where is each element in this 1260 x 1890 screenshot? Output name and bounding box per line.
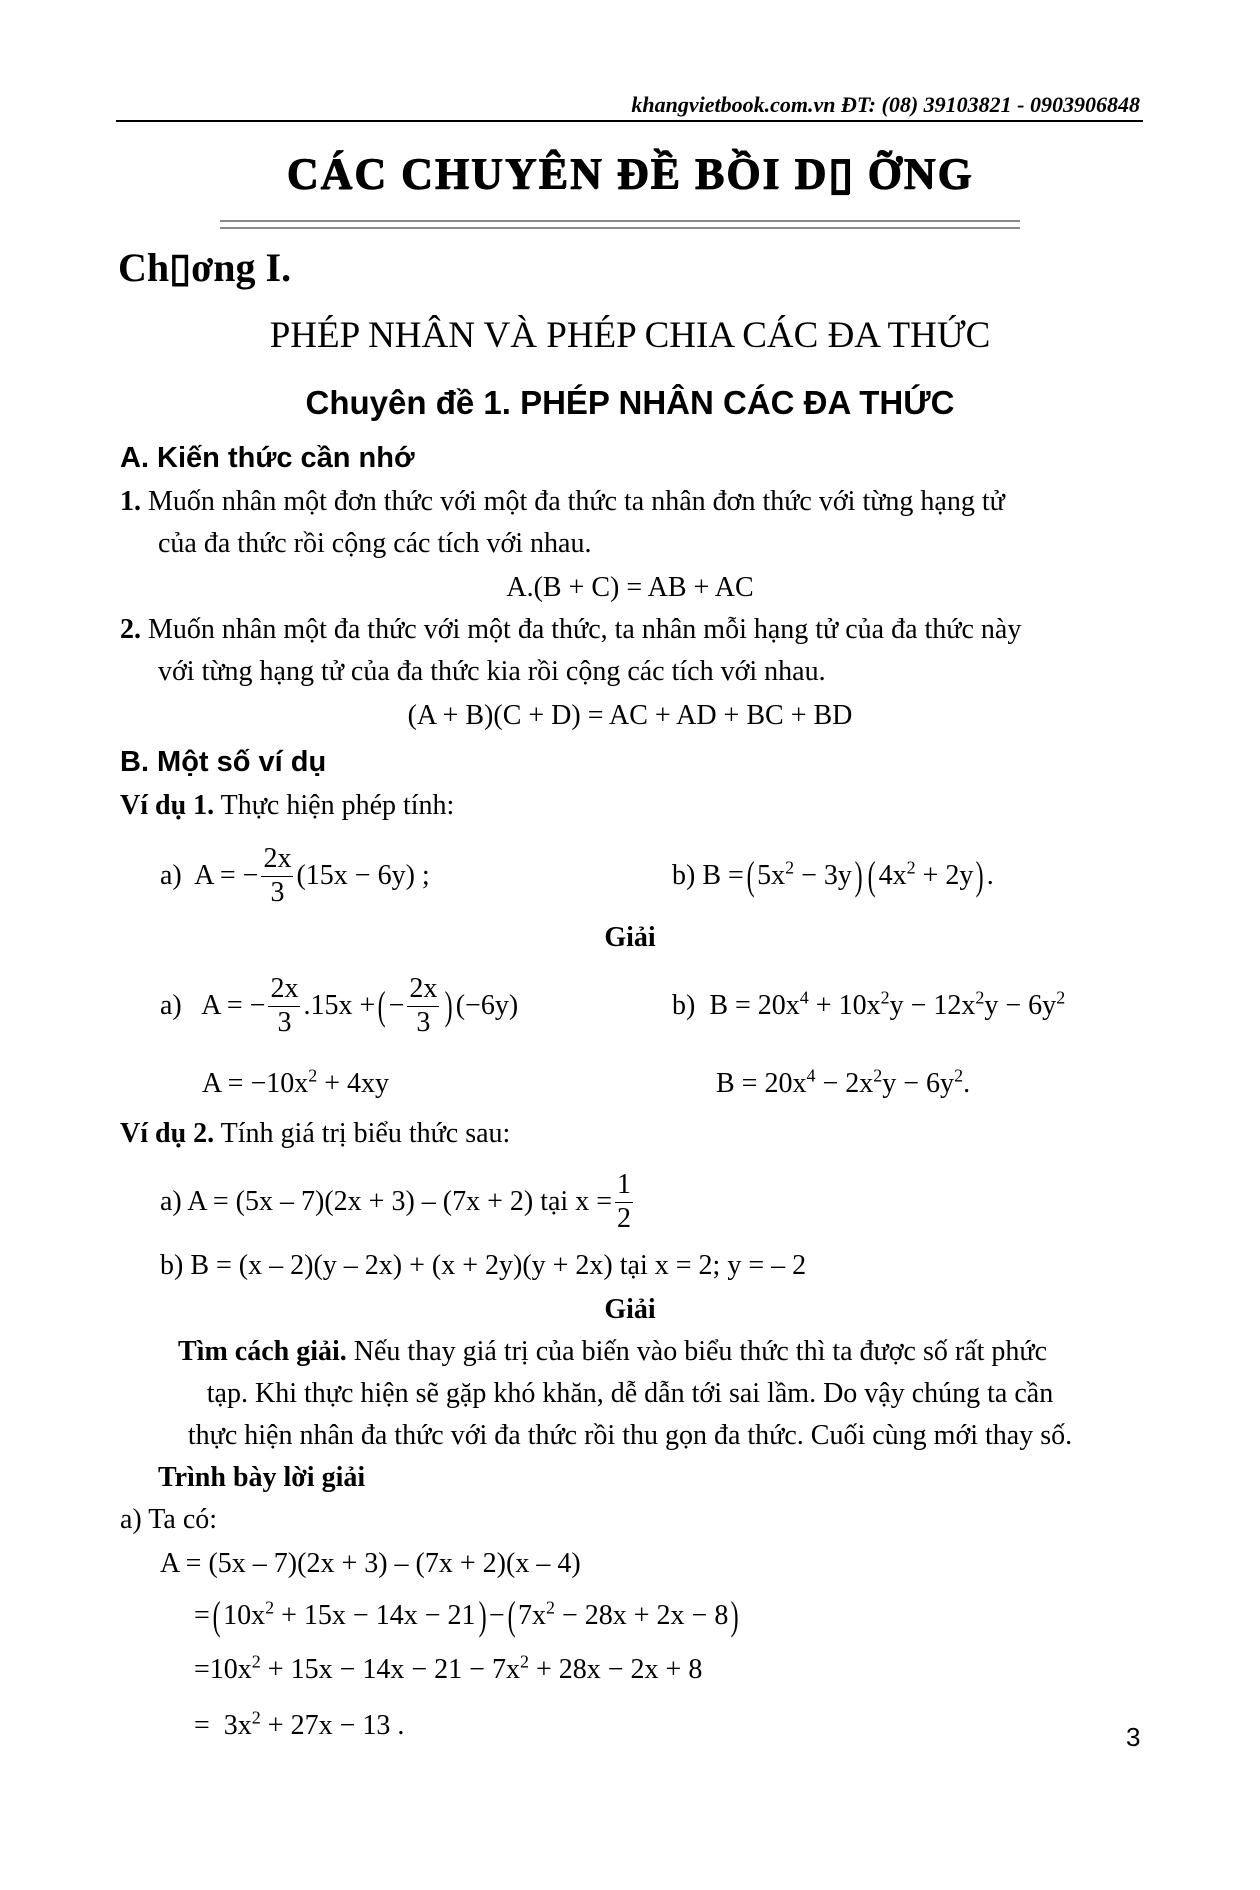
- rule-2-line1: Muốn nhân một đa thức với một đa thức, ta nhân mỗi hạng tử của đa thức này: [148, 614, 1022, 645]
- chapter-heading: Ch▯ơng I.: [118, 245, 292, 290]
- book-title: CÁC CHUYÊN ĐỀ BỒI D▯ ỠNG: [286, 149, 974, 198]
- hint-line-2: tạp. Khi thực hiện sẽ gặp khó khăn, dễ dẫn tới sai lầm. Do vậy chúng ta cần: [206, 1378, 1054, 1409]
- chapter-title: PHÉP NHÂN VÀ PHÉP CHIA CÁC ĐA THỨC: [269, 315, 991, 356]
- page-header: khangvietbook.com.vn ĐT: (08) 39103821 - 0903906848: [631, 92, 1140, 117]
- hint-text-1: Nếu thay giá trị của biến vào biểu thức thì ta được số rất phức: [353, 1336, 1047, 1367]
- presentation-label: Trình bày lời giải: [158, 1462, 366, 1493]
- solution-a-step-1: A = (5x – 7)(2x + 3) – (7x + 2)(x – 4): [160, 1548, 581, 1579]
- example-1-problem-b: b) B = ( $5x^2 - 3y$ ) ( $4x^2 + 2y$ ) .: [672, 853, 994, 898]
- example-1-result-a: $A = -10x^2 + 4xy$: [202, 1065, 390, 1099]
- example-1-solution-b: b) $B = 20x^4 + 10x^2y - 12x^2y - 6y^2$: [672, 987, 1066, 1021]
- example-1-solution-a: a) A = − $\frac{2x}{3}$ .15x + ( − $\frac{2x}{3}$ ) (−6y): [160, 973, 519, 1038]
- header-rule: [116, 120, 1143, 122]
- rule-1-line1: Muốn nhân một đơn thức với một đa thức ta nhân đơn thức với từng hạng tử: [148, 486, 1005, 517]
- section-b-title: B. Một số ví dụ: [120, 746, 327, 778]
- solution-a-intro: a) Ta có:: [120, 1504, 218, 1535]
- page-number: 3: [1126, 1722, 1141, 1752]
- rule-2-line2: với từng hạng tử của đa thức kia rồi cộng các tích với nhau.: [158, 656, 826, 687]
- rule-2-number: 2.: [120, 614, 141, 645]
- title-rule: [220, 220, 1020, 222]
- rule-2: [120, 614, 1021, 646]
- example-1-result-b: $B = 20x^4 - 2x^2y - 6y^2$.: [716, 1065, 971, 1099]
- example-1-label: Ví dụ 1.: [120, 790, 215, 821]
- rule-1-formula: A.(B + C) = AB + AC: [506, 572, 754, 603]
- example-2-text: Tính giá trị biểu thức sau:: [220, 1118, 511, 1149]
- hint-line-3: thực hiện nhân đa thức với đa thức rồi thu gọn đa thức. Cuối cùng mới thay số.: [187, 1420, 1073, 1451]
- solution-a-step-2: = ( $10x^2 + 15x - 14x - 21$ ) − ( $7x^2 - 28x + 2x - 8$ ): [194, 1593, 739, 1638]
- example-2-problem-a-text: a) A = (5x – 7)(2x + 3) – (7x + 2) tại x =: [160, 1186, 612, 1217]
- example-2-heading: [120, 1118, 510, 1150]
- example-2-problem-a: a) A = (5x – 7)(2x + 3) – (7x + 2) tại x = $\frac{1}{2}$: [160, 1169, 631, 1234]
- example-2-problem-b: b) B = (x – 2)(y – 2x) + (x + 2y)(y + 2x) tại x = 2; y = – 2: [160, 1250, 807, 1281]
- rule-2-formula: (A + B)(C + D) = AC + AD + BC + BD: [407, 700, 853, 731]
- topic-heading: Chuyên đề 1. PHÉP NHÂN CÁC ĐA THỨC: [305, 384, 955, 421]
- solution-a-step-4: = $3x^2 + 27x - 13$ .: [194, 1707, 405, 1741]
- example-1-problem-a: a) A = − $\frac{2x}{3}$ (15x − 6y) ;: [160, 843, 430, 908]
- section-a-title: A. Kiến thức cần nhớ: [120, 442, 415, 474]
- example-2-label: Ví dụ 2.: [120, 1118, 215, 1149]
- example-1-solution-label: Giải: [604, 922, 656, 953]
- hint-label: Tìm cách giải.: [178, 1336, 347, 1367]
- rule-1-line2: của đa thức rồi cộng các tích với nhau.: [158, 528, 592, 559]
- example-1-text: Thực hiện phép tính:: [220, 790, 455, 821]
- rule-1: [120, 486, 1005, 518]
- hint-line-1: [178, 1336, 1047, 1368]
- example-2-solution-label: Giải: [604, 1294, 656, 1325]
- title-rule-2: [220, 227, 1020, 229]
- rule-1-number: 1.: [120, 486, 141, 517]
- solution-a-step-3: $=10x^2 + 15x - 14x - 21 - 7x^2 + 28x - 2x + 8$: [194, 1651, 703, 1685]
- example-1-heading: [120, 790, 454, 822]
